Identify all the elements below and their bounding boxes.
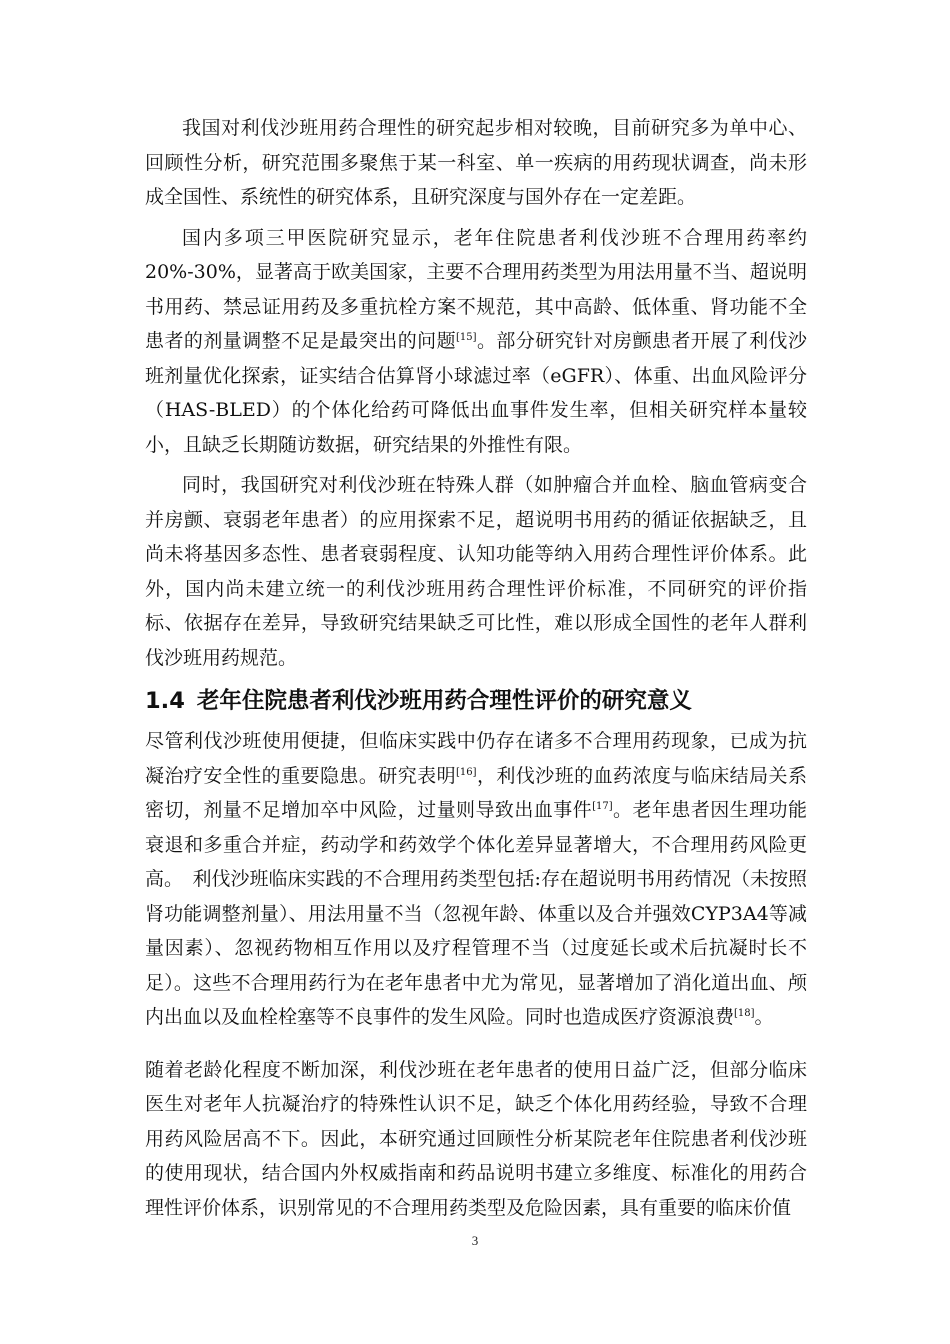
paragraph-domestic-research-start (145, 111, 807, 215)
paragraph-text: 。 (754, 1006, 774, 1028)
paragraph-special-populations (145, 468, 807, 675)
paragraph-text: 国内多项三甲医院研究显示，老年住院患者利伐沙班不合理用药率约 20%-30%，显著高于欧美国家，主要不合理用药类型为用法用量不当、超说明书用药、禁忌证用药及多重抗栓方案不规范，其中高龄、低体重、肾功能不全患者的剂量调整不足是最突出的问题 (145, 226, 807, 352)
citation-16[interactable]: [16] (456, 766, 477, 778)
paragraph-text: 随着老龄化程度不断加深，利伐沙班在老年患者的使用日益广泛，但部分临床医生对老年人抗凝治疗的特殊性认识不足，缺乏个体化用药经验，导致不合理用药风险居高不下。因此，本研究通过回顾性分析某院老年住院患者利伐沙班的使用现状，结合国内外权威指南和药品说明书建立多维度、标准化的用药合理性评价体系，识别常见的不合理用药类型及危险因素，具有重要的临床价值 (145, 1058, 807, 1219)
paragraph-text: 尽管利伐沙班使用便捷，但临床实践中仍存在诸多不合理用药现象，已成为抗凝治疗安全性的重要隐患。研究表明 (145, 730, 807, 787)
paragraph-text: 。老年患者因生理功能衰退和多重合并症，药动学和药效学个体化差异显著增大，不合理用药风险更高。 利伐沙班临床实践的不合理用药类型包括:存在超说明书用药情况（未按照肾功能调整剂量）、用法用量不当（忽视年龄、体重以及合并强效CYP3A4等减量因素）、忽视药物相互作用以及疗程管理不当（过度延长或术后抗凝时长不足）。这些不合理用药行为在老年患者中尤为常见，显著增加了消化道出血、颅内出血以及血栓栓塞等不良事件的发生风险。同时也造成医疗资源浪费 (145, 799, 807, 1028)
paragraph-text: 同时，我国研究对利伐沙班在特殊人群（如肿瘤合并血栓、脑血管病变合并房颤、衰弱老年患者）的应用探索不足，超说明书用药的循证依据缺乏，且尚未将基因多态性、患者衰弱程度、认知功能等纳入用药合理性评价体系。此外，国内尚未建立统一的利伐沙班用药合理性评价标准，不同研究的评价指标、依据存在差异，导致研究结果缺乏可比性，难以形成全国性的老年人群利伐沙班用药规范。 (145, 474, 807, 669)
paragraph-study-significance (145, 1053, 807, 1226)
section-title: 老年住院患者利伐沙班用药合理性评价的研究意义 (196, 688, 692, 714)
citation-15[interactable]: [15] (456, 332, 477, 343)
paragraph-text: 。部分研究针对房颤患者开展了利伐沙班剂量优化探索，证实结合估算肾小球滤过率（eGFR）、体重、出血风险评分（HAS-BLED）的个体化给药可降低出血事件发生率，但相关研究样本量较小，且缺乏长期随访数据，研究结果的外推性有限。 (145, 330, 807, 456)
citation-18[interactable]: [18] (734, 1008, 755, 1019)
paragraph-text: 我国对利伐沙班用药合理性的研究起步相对较晚，目前研究多为单中心、回顾性分析，研究范围多聚焦于某一科室、单一疾病的用药现状调查，尚未形成全国性、系统性的研究体系，且研究深度与国外存在一定差距。 (145, 117, 807, 208)
section-number: 1.4 (145, 688, 185, 714)
page-body (145, 111, 807, 1225)
paragraph-text: ，利伐沙班的血药浓度与临床结局关系密切，剂量不足增加卒中风险，过量则导致出血事件 (145, 764, 807, 821)
section-heading (145, 683, 807, 719)
paragraph-irrational-use (145, 724, 807, 1035)
page-number: 3 (471, 1233, 479, 1248)
citation-17[interactable]: [17] (592, 801, 613, 812)
paragraph-domestic-hospital-studies (145, 221, 807, 463)
